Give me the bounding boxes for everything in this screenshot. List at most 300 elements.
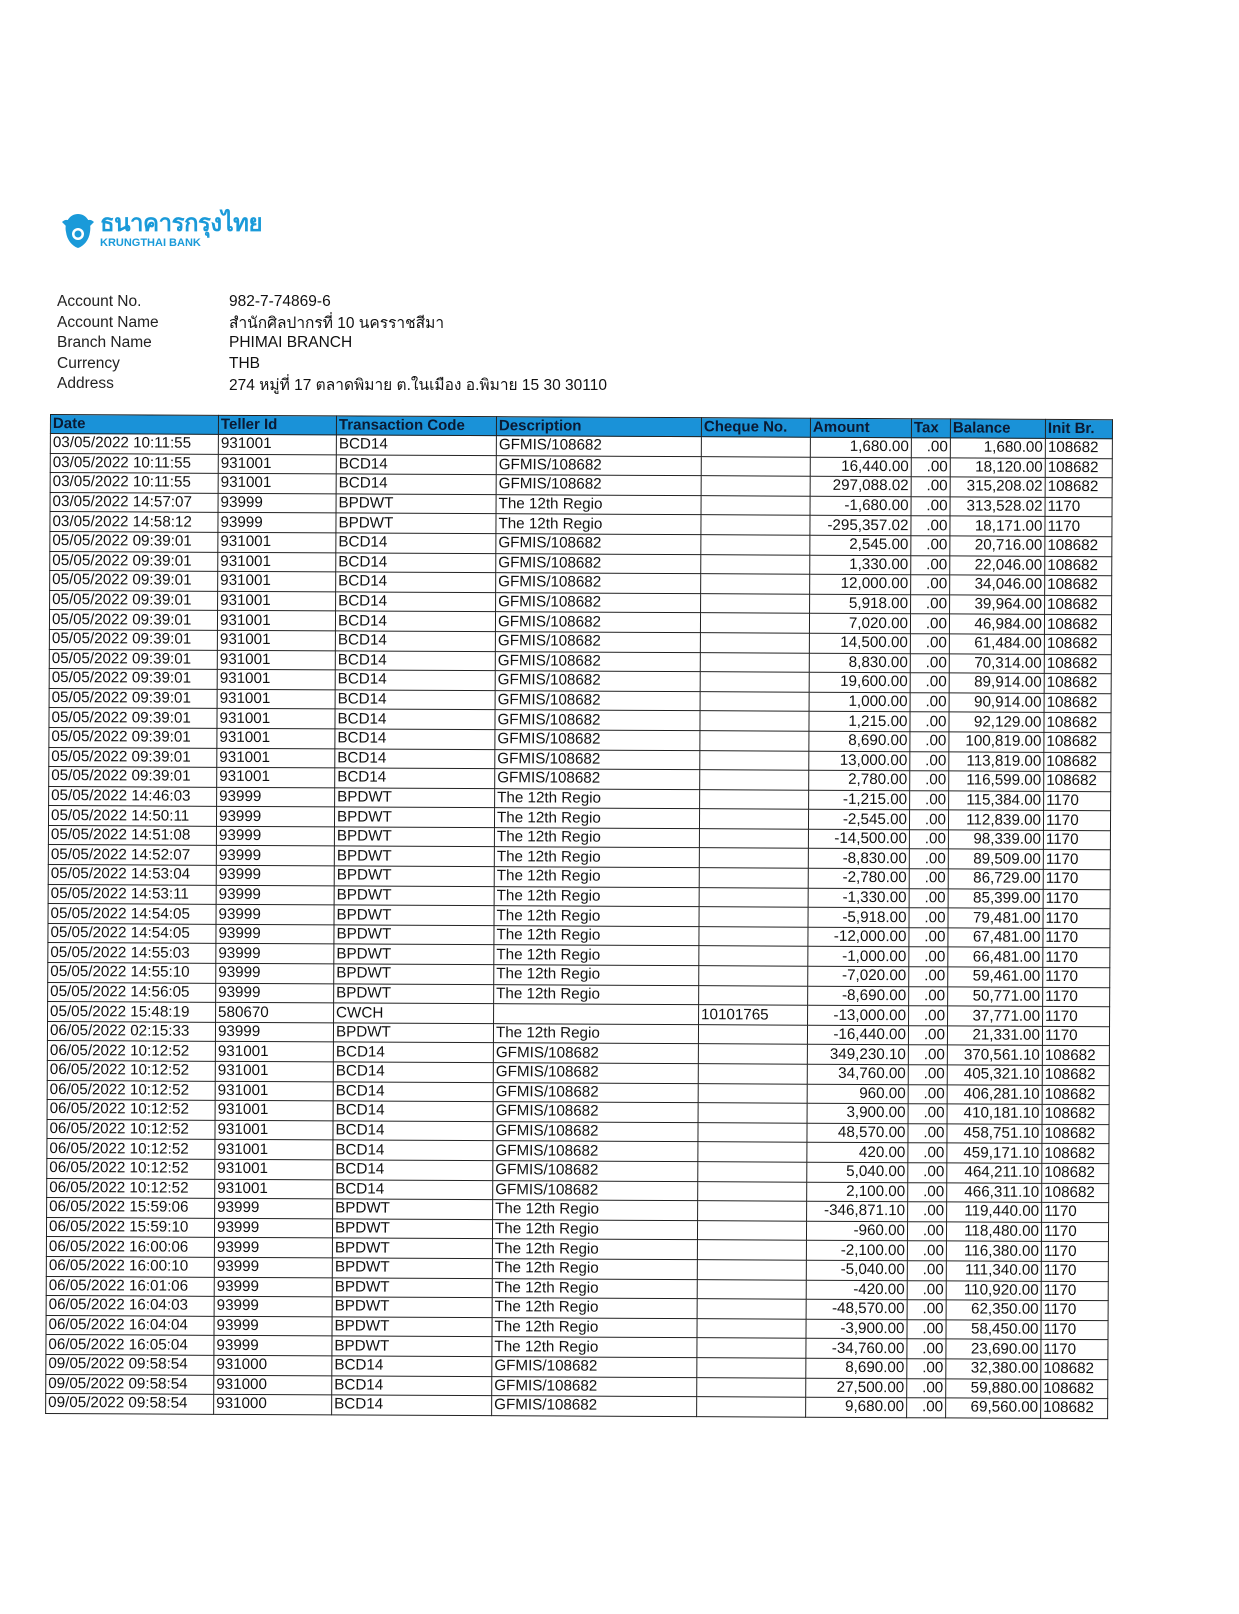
cell-transaction-code: BCD14 [333,1121,493,1141]
cell-transaction-code: BPDWT [334,984,494,1004]
cell-cheque-no [699,809,808,829]
cell-date: 05/05/2022 14:55:10 [48,963,216,983]
cell-teller-id: 93999 [214,1316,332,1336]
cell-tax: .00 [909,830,948,850]
cell-description: The 12th Regio [493,1023,698,1044]
cell-init-branch: 108682 [1042,1105,1109,1125]
cell-date: 03/05/2022 10:11:55 [50,473,218,493]
cell-date: 05/05/2022 14:54:05 [48,904,216,924]
cell-balance: 111,340.00 [946,1261,1041,1281]
cell-date: 06/05/2022 10:12:52 [47,1158,215,1178]
cell-teller-id: 931000 [214,1394,332,1414]
cell-transaction-code: BCD14 [335,611,495,631]
cell-amount: -7,020.00 [808,966,909,986]
cell-cheque-no [697,1240,806,1260]
cell-init-branch: 108682 [1042,1124,1109,1144]
cell-amount: 297,088.02 [810,476,911,496]
cell-cheque-no [699,848,808,868]
cell-date: 05/05/2022 09:39:01 [50,571,218,591]
cell-teller-id: 93999 [214,1218,332,1238]
cell-amount: -960.00 [806,1221,907,1241]
cell-cheque-no [697,1299,806,1319]
cell-date: 06/05/2022 02:15:33 [47,1021,215,1041]
cell-description: GFMIS/108682 [493,1063,698,1084]
cell-amount: 48,570.00 [807,1123,908,1143]
cell-description: The 12th Regio [494,828,699,849]
cell-balance: 115,384.00 [949,791,1044,811]
cell-init-branch: 108682 [1044,634,1111,654]
cell-init-branch: 108682 [1044,615,1111,635]
cell-description: The 12th Regio [496,514,701,535]
cell-balance: 67,481.00 [948,928,1043,948]
cell-date: 06/05/2022 16:00:06 [46,1237,214,1257]
cell-description: GFMIS/108682 [496,573,701,594]
cell-transaction-code: BPDWT [334,905,494,925]
cell-description: GFMIS/108682 [495,710,700,731]
cell-amount: 9,680.00 [806,1397,907,1417]
cell-balance: 466,311.10 [947,1182,1042,1202]
cell-teller-id: 93999 [218,513,336,533]
cell-balance: 313,528.02 [950,497,1045,517]
cell-init-branch: 1170 [1043,850,1110,870]
cell-description: GFMIS/108682 [493,1161,698,1182]
cell-balance: 32,380.00 [946,1359,1041,1379]
cell-balance: 113,819.00 [949,751,1044,771]
transactions-table [45,414,1113,1419]
cell-date: 05/05/2022 09:39:01 [49,708,217,728]
cell-init-branch: 108682 [1041,1359,1108,1379]
cell-date: 05/05/2022 15:48:19 [48,1002,216,1022]
cell-description: GFMIS/108682 [492,1396,697,1417]
info-row [57,374,607,395]
cell-amount: 2,780.00 [809,770,910,790]
cell-cheque-no [698,1064,807,1084]
info-value: THB [229,354,260,372]
cell-init-branch: 1170 [1044,791,1111,811]
cell-amount: 1,330.00 [810,555,911,575]
cell-tax: .00 [908,1104,947,1124]
cell-transaction-code: BPDWT [334,827,494,847]
cell-teller-id: 931001 [218,552,336,572]
cell-tax: .00 [909,888,948,908]
cell-init-branch: 1170 [1043,1007,1110,1027]
cell-teller-id: 93999 [214,1336,332,1356]
cell-balance: 59,461.00 [948,967,1043,987]
cell-init-branch: 108682 [1045,536,1112,556]
cell-description: GFMIS/108682 [496,592,701,613]
cell-teller-id: 931001 [215,1120,333,1140]
cell-date: 06/05/2022 15:59:06 [47,1198,215,1218]
cell-tax: .00 [911,516,950,536]
cell-cheque-no [701,495,810,515]
cell-cheque-no [700,750,809,770]
cell-description: The 12th Regio [494,945,699,966]
table-row [46,1394,1108,1419]
info-row [57,313,607,334]
cell-teller-id: 931001 [215,1140,333,1160]
cell-tax: .00 [909,1006,948,1026]
cell-transaction-code: BCD14 [335,690,495,710]
cell-tax: .00 [909,849,948,869]
cell-teller-id: 931001 [217,611,335,631]
cell-teller-id: 931001 [218,454,336,474]
cell-tax: .00 [908,1026,947,1046]
cell-description: The 12th Regio [493,1200,698,1221]
cell-teller-id: 931001 [217,669,335,689]
cell-date: 06/05/2022 16:00:10 [46,1256,214,1276]
cell-balance: 90,914.00 [949,693,1044,713]
cell-amount: -12,000.00 [808,927,909,947]
cell-description: The 12th Regio [494,965,699,986]
info-row [57,333,607,354]
cell-description: GFMIS/108682 [493,1043,698,1064]
cell-init-branch: 1170 [1043,811,1110,831]
cell-cheque-no [698,1142,807,1162]
cell-teller-id: 931001 [218,434,336,454]
cell-teller-id: 931001 [217,767,335,787]
cell-date: 06/05/2022 16:05:04 [46,1335,214,1355]
cell-amount: 1,680.00 [810,437,911,457]
cell-balance: 70,314.00 [949,653,1044,673]
cell-cheque-no [697,1377,806,1397]
cell-tax: .00 [909,986,948,1006]
cell-cheque-no [701,456,810,476]
cell-cheque-no [700,633,809,653]
garuda-bird-icon [60,210,96,250]
cell-init-branch: 108682 [1044,654,1111,674]
cell-tax: .00 [910,634,949,654]
cell-description: GFMIS/108682 [495,612,700,633]
cell-amount: -5,040.00 [806,1260,907,1280]
cell-transaction-code: BCD14 [335,768,495,788]
cell-teller-id: 931000 [214,1355,332,1375]
info-value: 982-7-74869-6 [229,293,331,311]
cell-teller-id: 93999 [216,826,334,846]
cell-transaction-code: BCD14 [336,435,496,455]
cell-date: 05/05/2022 09:39:01 [49,610,217,630]
cell-balance: 61,484.00 [949,634,1044,654]
cell-date: 05/05/2022 09:39:01 [49,727,217,747]
cell-date: 05/05/2022 09:39:01 [49,629,217,649]
cell-description: GFMIS/108682 [496,436,701,457]
cell-description: The 12th Regio [492,1219,697,1240]
cell-tax: .00 [907,1221,946,1241]
cell-cheque-no [701,554,810,574]
cell-transaction-code: BPDWT [332,1238,492,1258]
cell-date: 06/05/2022 10:12:52 [47,1080,215,1100]
cell-date: 03/05/2022 14:57:07 [50,492,218,512]
cell-transaction-code: BPDWT [332,1258,492,1278]
cell-cheque-no: 10101765 [699,1005,808,1025]
cell-transaction-code: BPDWT [334,964,494,984]
cell-description: The 12th Regio [495,788,700,809]
cell-date: 05/05/2022 14:56:05 [48,982,216,1002]
cell-description: GFMIS/108682 [492,1357,697,1378]
cell-balance: 100,819.00 [949,732,1044,752]
cell-init-branch: 1170 [1041,1222,1108,1242]
cell-init-branch: 108682 [1045,438,1112,458]
cell-balance: 79,481.00 [948,908,1043,928]
cell-balance: 112,839.00 [948,810,1043,830]
cell-date: 03/05/2022 14:58:12 [50,512,218,532]
cell-cheque-no [699,966,808,986]
info-label: Account No. [57,293,142,311]
cell-tax: .00 [911,457,950,477]
cell-description: GFMIS/108682 [495,632,700,653]
cell-init-branch: 1170 [1043,987,1110,1007]
cell-amount: -48,570.00 [806,1299,907,1319]
cell-teller-id: 931001 [215,1179,333,1199]
cell-amount: -13,000.00 [808,1005,909,1025]
cell-teller-id: 93999 [216,905,334,925]
cell-init-branch: 1170 [1041,1281,1108,1301]
cell-amount: -2,545.00 [808,809,909,829]
cell-teller-id: 93999 [217,787,335,807]
cell-teller-id: 931001 [217,689,335,709]
cell-init-branch: 108682 [1042,1144,1109,1164]
cell-amount: -1,000.00 [808,947,909,967]
cell-date: 05/05/2022 14:54:05 [48,923,216,943]
cell-teller-id: 931001 [215,1101,333,1121]
cell-tax: .00 [908,1065,947,1085]
cell-tax: .00 [909,810,948,830]
cell-init-branch: 108682 [1044,673,1111,693]
cell-tax: .00 [908,1202,947,1222]
cell-transaction-code: BPDWT [334,944,494,964]
cell-init-branch: 108682 [1042,1163,1109,1183]
cell-transaction-code: BPDWT [334,807,494,827]
cell-description: GFMIS/108682 [496,534,701,555]
cell-tax: .00 [907,1319,946,1339]
cell-balance: 110,920.00 [946,1280,1041,1300]
cell-transaction-code: BPDWT [333,1199,493,1219]
cell-teller-id: 93999 [214,1238,332,1258]
cell-cheque-no [699,907,808,927]
cell-transaction-code: CWCH [334,1003,494,1023]
cell-cheque-no [700,731,809,751]
cell-transaction-code: BPDWT [334,866,494,886]
cell-date: 06/05/2022 16:04:03 [46,1296,214,1316]
cell-date: 09/05/2022 09:58:54 [46,1354,214,1374]
cell-init-branch: 108682 [1045,556,1112,576]
cell-description: The 12th Regio [492,1278,697,1299]
cell-init-branch: 1170 [1043,928,1110,948]
cell-cheque-no [697,1220,806,1240]
cell-balance: 85,399.00 [948,889,1043,909]
cell-description: The 12th Regio [494,886,699,907]
cell-balance: 92,129.00 [949,712,1044,732]
info-label: Branch Name [57,334,152,352]
cell-init-branch: 108682 [1041,1379,1108,1399]
cell-tax: .00 [910,732,949,752]
cell-balance: 116,599.00 [949,771,1044,791]
cell-teller-id: 93999 [216,865,334,885]
cell-cheque-no [700,711,809,731]
cell-init-branch: 1170 [1043,830,1110,850]
cell-cheque-no [698,1181,807,1201]
cell-date: 05/05/2022 14:50:11 [48,806,216,826]
cell-transaction-code: BCD14 [333,1179,493,1199]
cell-balance: 459,171.10 [947,1143,1042,1163]
bank-name-thai: ธนาคารกรุงไทย [100,209,263,237]
cell-balance: 116,380.00 [946,1241,1041,1261]
cell-amount: 12,000.00 [810,574,911,594]
cell-init-branch: 1170 [1043,967,1110,987]
cell-transaction-code: BCD14 [335,729,495,749]
cell-description: The 12th Regio [494,808,699,829]
cell-balance: 89,509.00 [948,849,1043,869]
cell-cheque-no [701,437,810,457]
cell-teller-id: 93999 [216,807,334,827]
cell-description: GFMIS/108682 [493,1121,698,1142]
cell-description: GFMIS/108682 [495,749,700,770]
cell-balance: 59,880.00 [946,1378,1041,1398]
cell-date: 05/05/2022 09:39:01 [49,688,217,708]
cell-balance: 410,181.10 [947,1104,1042,1124]
cell-description [494,1004,699,1025]
cell-teller-id: 931001 [215,1061,333,1081]
cell-teller-id: 93999 [216,885,334,905]
cell-date: 03/05/2022 10:11:55 [50,434,218,454]
cell-tax: .00 [908,1182,947,1202]
cell-date: 05/05/2022 09:39:01 [49,669,217,689]
cell-cheque-no [700,613,809,633]
cell-amount: -16,440.00 [807,1025,908,1045]
cell-tax: .00 [910,771,949,791]
cell-date: 09/05/2022 09:58:54 [46,1374,214,1394]
cell-date: 05/05/2022 09:39:01 [49,747,217,767]
cell-amount: 2,100.00 [807,1182,908,1202]
cell-tax: .00 [910,692,949,712]
cell-cheque-no [698,1201,807,1221]
cell-amount: 19,600.00 [809,672,910,692]
cell-amount: 5,040.00 [807,1162,908,1182]
cell-balance: 50,771.00 [948,987,1043,1007]
cell-balance: 98,339.00 [948,830,1043,850]
cell-description: The 12th Regio [494,926,699,947]
cell-description: The 12th Regio [492,1259,697,1280]
cell-description: GFMIS/108682 [495,651,700,672]
cell-description: GFMIS/108682 [493,1180,698,1201]
cell-tax: .00 [911,555,950,575]
cell-tax: .00 [910,751,949,771]
column-header-balance: Balance [950,419,1045,438]
cell-balance: 86,729.00 [948,869,1043,889]
cell-description: The 12th Regio [492,1337,697,1358]
cell-amount: -5,918.00 [808,907,909,927]
cell-description: The 12th Regio [492,1298,697,1319]
cell-teller-id: 931001 [217,748,335,768]
info-label: Address [57,375,114,393]
cell-tax: .00 [911,438,950,458]
cell-init-branch: 108682 [1045,576,1112,596]
cell-balance: 370,561.10 [947,1045,1042,1065]
cell-cheque-no [698,1162,807,1182]
cell-amount: 349,230.10 [807,1045,908,1065]
cell-init-branch: 108682 [1045,458,1112,478]
cell-transaction-code: BCD14 [333,1160,493,1180]
cell-date: 05/05/2022 09:39:01 [50,590,218,610]
cell-balance: 406,281.10 [947,1084,1042,1104]
cell-date: 05/05/2022 14:46:03 [49,786,217,806]
cell-transaction-code: BCD14 [335,748,495,768]
cell-balance: 405,321.10 [947,1065,1042,1085]
cell-cheque-no [697,1279,806,1299]
cell-cheque-no [698,1083,807,1103]
cell-cheque-no [698,1044,807,1064]
cell-balance: 62,350.00 [946,1300,1041,1320]
cell-date: 05/05/2022 14:53:11 [48,884,216,904]
cell-transaction-code: BPDWT [332,1297,492,1317]
cell-balance: 39,964.00 [950,595,1045,615]
cell-tax: .00 [907,1280,946,1300]
cell-tax: .00 [908,1123,947,1143]
cell-cheque-no [697,1397,806,1417]
cell-teller-id: 93999 [214,1296,332,1316]
cell-transaction-code: BPDWT [336,513,496,533]
cell-cheque-no [701,476,810,496]
cell-tax: .00 [907,1339,946,1359]
cell-init-branch: 1170 [1041,1340,1108,1360]
cell-init-branch: 1170 [1041,1300,1108,1320]
cell-date: 03/05/2022 10:11:55 [50,453,218,473]
cell-teller-id: 931001 [215,1159,333,1179]
cell-amount: 2,545.00 [810,535,911,555]
cell-transaction-code: BCD14 [336,454,496,474]
cell-init-branch: 1170 [1043,909,1110,929]
cell-tax: .00 [909,947,948,967]
cell-cheque-no [697,1358,806,1378]
cell-tax: .00 [907,1378,946,1398]
cell-cheque-no [701,515,810,535]
cell-date: 05/05/2022 14:51:08 [48,825,216,845]
cell-amount: 8,830.00 [809,653,910,673]
cell-teller-id: 931000 [214,1375,332,1395]
cell-tax: .00 [910,790,949,810]
cell-cheque-no [699,829,808,849]
cell-balance: 46,984.00 [949,614,1044,634]
cell-date: 06/05/2022 10:12:52 [47,1100,215,1120]
cell-description: The 12th Regio [494,847,699,868]
cell-balance: 69,560.00 [946,1398,1041,1418]
cell-date: 06/05/2022 10:12:52 [47,1119,215,1139]
cell-teller-id: 931001 [217,630,335,650]
info-value: สำนักศิลปากรที่ 10 นครราชสีมา [229,315,445,333]
cell-date: 06/05/2022 10:12:52 [47,1178,215,1198]
cell-init-branch: 108682 [1045,478,1112,498]
cell-amount: 5,918.00 [810,594,911,614]
cell-cheque-no [697,1260,806,1280]
cell-transaction-code: BCD14 [332,1356,492,1376]
bank-name-english: KRUNGTHAI BANK [100,236,201,249]
info-label: Currency [57,354,120,372]
cell-init-branch: 1170 [1042,1203,1109,1223]
cell-description: The 12th Regio [492,1239,697,1260]
cell-transaction-code: BCD14 [335,631,495,651]
cell-amount: -295,357.02 [810,516,911,536]
cell-amount: 14,500.00 [809,633,910,653]
cell-amount: 34,760.00 [807,1064,908,1084]
cell-description: The 12th Regio [492,1317,697,1338]
cell-teller-id: 93999 [218,493,336,513]
cell-balance: 58,450.00 [946,1320,1041,1340]
cell-init-branch: 108682 [1044,732,1111,752]
cell-date: 05/05/2022 14:55:03 [48,943,216,963]
bank-logo [60,210,262,250]
cell-balance: 18,120.00 [950,457,1045,477]
cell-teller-id: 931001 [217,650,335,670]
cell-init-branch: 108682 [1042,1183,1109,1203]
